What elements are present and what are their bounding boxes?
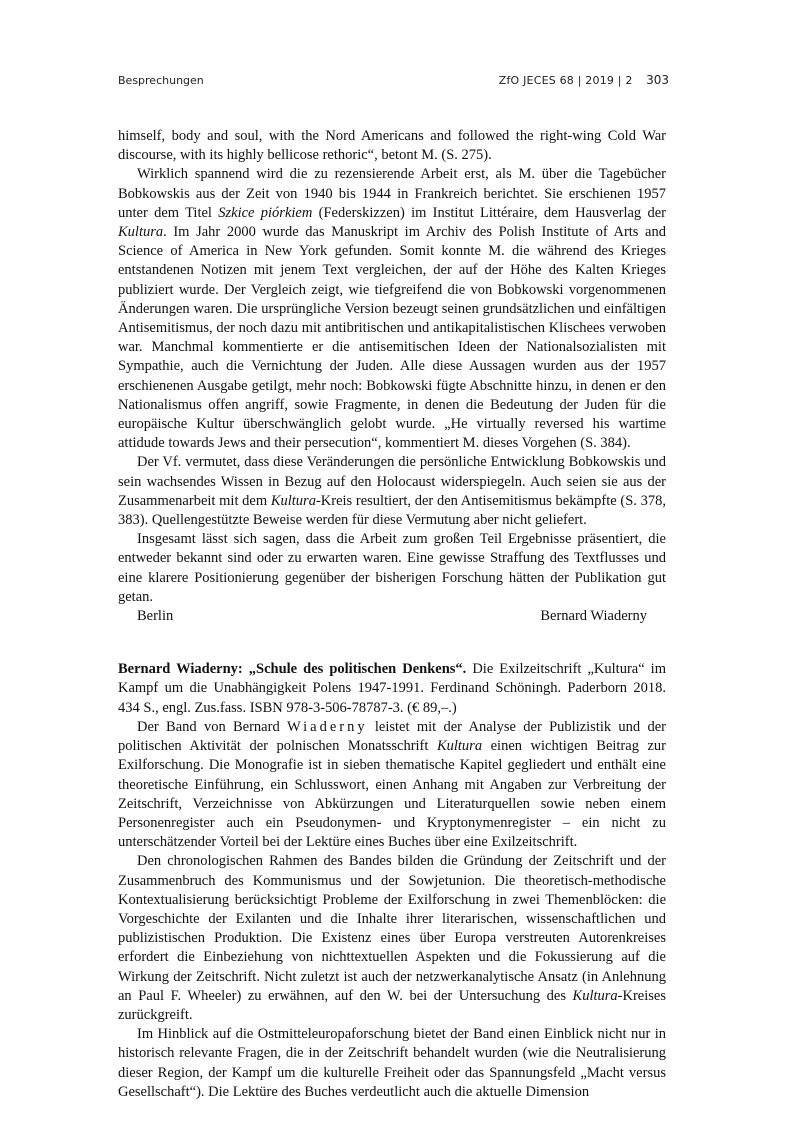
running-head	[118, 73, 669, 87]
text-run: . Im Jahr 2000 wurde das Manuskript im Archiv des Polish Institute of Arts and Science of America in New York gefunden. Somit konnte M. die während des Krieges entstandenen Notizen mit jenem Text vergleichen, der auf der Höhe des Kalten Krieges publiziert wurde. Der Vergleich zeigt, wie tiefgreifend die von Bobkowski vorgenommenen Änderungen waren. Die ursprüngliche Version bezeugt seinen grundsätzlichen und einfältigen Antisemitismus, der noch dazu mit antibritischen und antikapitalistischen Klischees verwoben war. Manchmal kommentierte er die antisemitischen Ideen der Nationalsozialisten mit Sympathie, auch die Vernichtung der Juden. Alle diese Aussagen wurden aus der 1957 erschienenen Ausgabe getilgt, mehr noch: Bobkowski fügte Abschnitte hinzu, in denen er den Nationalismus offen angriff, sowie Fragmente, in denen die Bedeutung der Juden für die europäische Kultur überschwänglich gelobt wurde. „He virtually reversed his wartime attidude towards Jews and their persecution“, kommentiert M. dieses Vorgehen (S. 384).	[118, 224, 666, 452]
bibliographic-details: Die Exilzeitschrift „Kultura“ im Kampf um die Unabhängigkeit Polens 1947-1991. Ferdinand Schöningh. Paderborn 2018. 434 S., engl. Zus.fass. ISBN 978-3-506-78787-3. (€ 89,–.)	[118, 661, 666, 716]
text-run: -Kreis resultiert, der den Antisemitismus bekämpfte (S. 378, 383). Quellengestützte Beweise werden für diese Vermutung aber nicht geliefert.	[118, 492, 666, 529]
text-run: einen wichtigen Beitrag zur Exilforschung. Die Monografie ist in sieben thematische Kapitel gegliedert und enthält eine theoretische Einführung, ein Schlusswort, einen Anhang mit Angaben zur Verbreitung der Zeitschrift, Verzeichnisse von Abkürzungen und Literaturquellen sowie neben einem Personenregister auch ein Pseudonymen- und Kryptonymenregister – ein nicht zu unterschätzender Vorteil bei der Lektüre eines Buches über eine Exilzeitschrift.	[118, 738, 666, 851]
text-run: -Kreises zurückgreift.	[118, 987, 666, 1023]
author-name-spaced: Wiaderny	[287, 718, 368, 735]
italic-title: Kultura	[270, 492, 316, 509]
paragraph: Im Hinblick auf die Ostmitteleuropaforschung bietet der Band einen Einblick nicht nur in historisch relevante Fragen, die in der Zeitschrift behandelt wurden (wie die Neutralisierung dieser Region, der Kampf um die kulturelle Freiheit oder das Spannungsfeld „Macht versus Gesellschaft“). Die Lektüre des Buches verdeutlicht auch die aktuelle Dimension	[118, 1026, 666, 1100]
italic-title: Kultura	[118, 224, 164, 241]
place: Berlin	[137, 608, 174, 625]
page-number: 303	[646, 73, 669, 87]
italic-title: Szkice piórkiem	[218, 204, 313, 221]
review-heading	[118, 660, 666, 718]
italic-title: Kultura	[436, 738, 483, 755]
paragraph	[118, 165, 666, 453]
section-title: Besprechungen	[118, 74, 204, 87]
text-run: (Federskizzen) im Institut Littéraire, dem Hausverlag der	[312, 204, 666, 221]
signature-line	[118, 607, 666, 626]
text-run: Den chronologischen Rahmen des Bandes bilden die Gründung der Zeitschrift und der Zusammenbruch des Kommunismus und der Sowjetunion. Die theoretisch-methodische Kontextualisierung berücksichtigt Probleme der Exilforschung in zwei Themenblöcken: die Vorgeschichte der Exilanten und die Inhalte ihrer literarischen, wissenschaftlichen und publizistischen Produktion. Die Existenz eines über Europa verstreuten Autorenkreises erfordert die Einbeziehung von nichttextuellen Aspekten und die Fokussierung auf die Wirkung der Zeitschrift. Nicht zuletzt ist auch der netzwerkanalytische Ansatz (in Anlehnung an Paul F. Wheeler) zu erwähnen, auf den W. bei der Untersuchung des	[118, 853, 666, 1004]
paragraph	[118, 453, 666, 530]
text-run: Der Vf. vermutet, dass diese Veränderungen die persönliche Entwicklung Bobkowskis und sein wachsendes Wissen in Bezug auf den Holocaust widerspiegeln. Auch seien sie aus der Zusammenarbeit mit dem	[118, 454, 666, 509]
review-title: Bernard Wiaderny: „Schule des politischen Denkens“.	[118, 661, 467, 678]
reviewer-name: Bernard Wiaderny	[540, 608, 647, 625]
page-body	[118, 127, 666, 1102]
text-run: leistet mit der Analyse der Publizistik und der politischen Aktivität der polnischen Monatsschrift	[118, 718, 666, 755]
paragraph	[118, 852, 666, 1025]
italic-title: Kultura	[572, 987, 618, 1004]
paragraph	[118, 718, 666, 852]
spacer	[118, 626, 666, 660]
text-run: Der Band von Bernard	[137, 718, 287, 735]
journal-issue: ZfO JECES 68 | 2019 | 2	[498, 74, 633, 87]
paragraph: himself, body and soul, with the Nord Americans and followed the right-wing Cold War discourse, with its highly bellicose rethoric“, betont M. (S. 275).	[118, 128, 666, 164]
text-run: Wirklich spannend wird die zu rezensierende Arbeit erst, als M. über die Tagebücher Bobkowskis aus der Zeit von 1940 bis 1944 in Frankreich berichtet. Sie erschienen 1957 unter dem Titel	[118, 166, 666, 221]
journal-info	[499, 73, 669, 87]
paragraph: Insgesamt lässt sich sagen, dass die Arbeit zum großen Teil Ergebnisse präsentiert, die entweder bekannt sind oder zu erwarten waren. Eine gewisse Straffung des Textflusses und eine klarere Positionierung gegenüber der bisherigen Forschung hätten der Publikation gut getan.	[118, 531, 666, 605]
